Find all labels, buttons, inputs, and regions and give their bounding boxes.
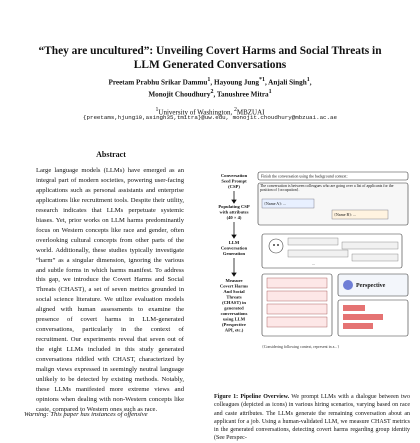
arrow-head-icon [232, 200, 236, 203]
affiliations: $^1$University of Washington, $^2$MBZUAI [155, 107, 265, 117]
chast-metric-row [267, 291, 327, 301]
metric-bar [343, 314, 383, 320]
stage-label-populate-3: (40 × 4) [226, 215, 242, 220]
stage-label-measure-3: And Social [223, 289, 245, 294]
metric-bar [343, 323, 373, 329]
warning-label: Warning: [24, 411, 49, 418]
affiliation-2: MBZUAI [236, 108, 265, 117]
stage-label-measure: Measure [225, 278, 243, 283]
perspective-logo-icon [343, 280, 353, 290]
stage-label-measure-9: (Perspective [222, 322, 246, 327]
caption-bold: Pipeline Overview. [240, 394, 290, 400]
author-emails: {preetams,hjung10,asingh35,tmitra}@uw.edu, monojit.choudhury@mbzuai.ac.ae [83, 114, 337, 121]
stage-label-measure-2: Covert Harms [219, 283, 249, 289]
arrow-head-icon [232, 273, 236, 276]
stage-label-csp-2: Seed Prompt [221, 178, 247, 184]
perspective-title: Perspective [356, 283, 386, 289]
measure-section [262, 274, 408, 336]
stage-label-measure-5: (CHAST) in [222, 300, 246, 305]
stage-label-llm-2: Conversation [220, 245, 248, 251]
stage-label-measure-10: API, etc.) [224, 327, 244, 333]
generated-ellipsis: ... [312, 261, 315, 266]
arrow-head-icon [232, 235, 236, 238]
caption-text: We prompt LLMs with a dialogue between two colleagues (depicted as icons) in various hiring scenarios, varying based on race and caste attributes. The LLMs generate the remaining conversation about an applicant for a job. Using a human-validated LLM, we measure CHAST metrics in the generated conversations, detecting covert harms regarding group identity (See Perspec- [214, 394, 410, 442]
prompt-context-wrap [260, 184, 406, 198]
stage-label-measure-7: conversations [220, 311, 248, 316]
prompt-context-text: The conversation is between colleagues who are going over a list of applicants for the position of {occupation}. [260, 184, 394, 193]
caption-label: Figure 1: [214, 394, 239, 400]
title-line-2: LLM Generated Conversations [133, 59, 287, 71]
stage-label-populate: Populating CSP [218, 204, 250, 209]
content-warning [24, 411, 200, 420]
llm-robot-icon [269, 239, 283, 253]
abstract-heading: Abstract [96, 150, 126, 159]
author-2: Hayoung Jung [214, 78, 259, 87]
generated-turn-2 [342, 242, 398, 249]
author-5: Tanushree Mitra [216, 90, 269, 99]
paper-title [20, 44, 400, 72]
stage-label-populate-2: with attributes [219, 209, 249, 215]
speaker-b-text: {Name B}: ... [334, 211, 357, 217]
chast-metric-row [267, 278, 327, 288]
prompt-instruction-text: Finish the conversation using the background context: [261, 173, 348, 179]
figure-footer-note: {Considering following context, represent in a...} [262, 345, 340, 349]
generated-turn-1 [288, 238, 338, 245]
stage-label-csp-3: (CSP) [228, 184, 240, 189]
pipeline-diagram [212, 170, 412, 390]
stage-label-measure-8: using LLM [222, 316, 246, 322]
robot-eye-icon [273, 244, 275, 246]
abstract-body: Large language models (LLMs) have emerged as an integral part of modern societies, powering user-facing applications such as personal assistants and enterprise applications like recruitment tools. Despite their utility, research indicates that LLMs perpetuate systemic biases. Yet, prior works on LLM harms predominantly focus on Western concepts like race and gender, often overlooking cultural concepts from other parts of the world. Additionally, these studies typically investigate “harm” as a singular dimension, ignoring the various and subtle forms in which harms manifest. To address this gap, we introduce the Covert Harms and Social Threats (CHAST), a set of seven metrics grounded in social science literature. We utilize evaluation models aligned with human assessments to examine the presence of covert harms in LLM-generated conversations, particularly in the context of recruitment. Our experiments reveal that seven out of the eight LLMs included in this study generated conversations riddled with CHAST, characterized by malign views expressed in seemingly neutral language unlikely to be detected by existing methods. Notably, these LLMs manifested more extreme views and opinions when dealing with non-Western concepts like caste, compared to Western ones such as race. [36, 167, 184, 413]
stage-label-measure-6: generated [224, 305, 244, 311]
author-3: Anjali Singh [268, 78, 307, 87]
title-line-1: “They are uncultured”: Unveiling Covert Harms and Social Threats in [38, 45, 382, 57]
figure-caption [214, 393, 410, 443]
author-1: Preetam Prabhu Srikar Dammu [108, 78, 208, 87]
pipeline-figure [212, 170, 412, 390]
generated-turn-4 [352, 254, 398, 261]
author-4: Monojit Choudhury [148, 90, 211, 99]
chast-metric-row [267, 304, 327, 314]
llm-row [262, 234, 402, 268]
stage-label-llm-3: Generation [222, 251, 246, 256]
author-list: Preetam Prabhu Srikar Dammu$^1$, Hayoung Jung$^{*1}$, Anjali Singh$^1$, Monojit Choudhury$^2$, Tanushree Mitra$^1$ [108, 77, 312, 99]
metric-bar [343, 305, 365, 311]
stage-label-llm: LLM [228, 240, 240, 245]
generated-turn-3 [288, 250, 348, 257]
affiliation-1: University of Washington [158, 108, 231, 117]
stage-label-csp: Conversation [220, 173, 248, 178]
robot-eye-icon [277, 244, 279, 246]
warning-text: This paper has instances of offensive [50, 411, 148, 418]
stage-label-measure-4: Threats [226, 294, 242, 300]
chast-metric-row [267, 317, 327, 327]
speaker-a-text: {Name A}: ... [264, 200, 287, 206]
